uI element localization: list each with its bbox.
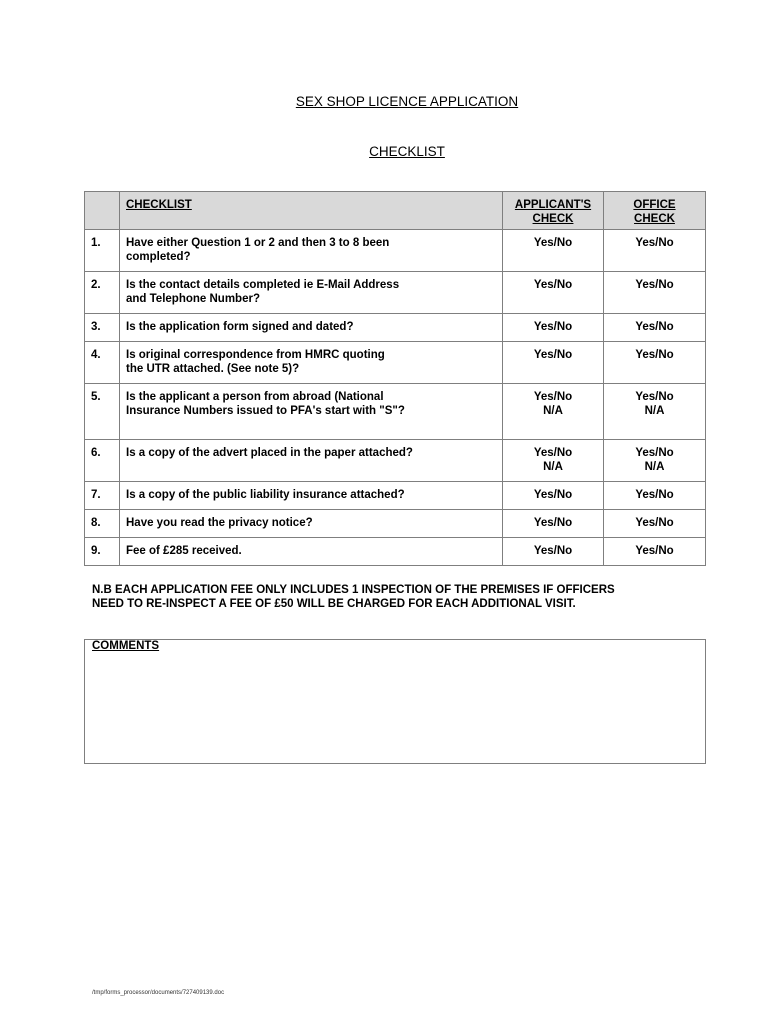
answer-line: Yes/No — [635, 349, 674, 361]
row-question — [120, 510, 503, 538]
question-line: completed? — [126, 251, 191, 263]
table-row — [85, 342, 706, 384]
row-number: 4. — [85, 342, 120, 384]
office-answer[interactable] — [604, 272, 706, 314]
office-answer[interactable] — [604, 230, 706, 272]
header-number-cell — [85, 192, 120, 230]
row-number: 7. — [85, 482, 120, 510]
question-line: Is a copy of the public liability insurance attached? — [126, 489, 405, 501]
answer-line: Yes/No — [533, 349, 573, 361]
comments-label: COMMENTS — [92, 640, 160, 652]
answer-line: Yes/No — [533, 279, 573, 291]
office-answer[interactable] — [604, 440, 706, 482]
answer-line: Yes/No — [533, 489, 573, 501]
applicant-answer[interactable] — [503, 342, 604, 384]
office-answer[interactable] — [604, 384, 706, 440]
answer-line: N/A — [644, 405, 665, 417]
fee-note — [92, 583, 712, 611]
applicant-answer[interactable] — [503, 510, 604, 538]
answer-line: Yes/No — [533, 321, 573, 333]
answer-line: Yes/No — [533, 545, 573, 557]
header-applicant-check — [503, 192, 604, 230]
footer-file-path: /tmp/forms_processor/documents/727409139.doc — [92, 990, 225, 996]
table-row — [85, 440, 706, 482]
row-question — [120, 440, 503, 482]
office-answer[interactable] — [604, 538, 706, 566]
row-number: 1. — [85, 230, 120, 272]
answer-line: Yes/No — [635, 279, 674, 291]
header-checklist: CHECKLIST — [120, 192, 503, 230]
table-row — [85, 314, 706, 342]
header-office-check — [604, 192, 706, 230]
document-title: SEX SHOP LICENCE APPLICATION — [295, 94, 519, 109]
question-line: Have either Question 1 or 2 and then 3 to 8 been — [126, 237, 390, 249]
answer-line: N/A — [644, 461, 665, 473]
fee-note-line1: N.B EACH APPLICATION FEE ONLY INCLUDES 1 INSPECTION OF THE PREMISES IF OFFICERS — [92, 584, 615, 596]
row-number: 6. — [85, 440, 120, 482]
office-answer[interactable] — [604, 482, 706, 510]
question-line: Is the contact details completed ie E-Mail Address — [126, 279, 400, 291]
question-line: the UTR attached. (See note 5)? — [126, 363, 300, 375]
row-number: 8. — [85, 510, 120, 538]
answer-line: N/A — [543, 461, 563, 473]
table-row — [85, 482, 706, 510]
question-line: Is the application form signed and dated? — [126, 321, 354, 333]
comments-box[interactable] — [84, 639, 706, 764]
row-question — [120, 538, 503, 566]
table-row — [85, 230, 706, 272]
row-question — [120, 272, 503, 314]
question-line: Is a copy of the advert placed in the paper attached? — [126, 447, 413, 459]
applicant-answer[interactable] — [503, 272, 604, 314]
question-line: Fee of £285 received. — [126, 545, 242, 557]
document-subtitle: CHECKLIST — [369, 144, 445, 159]
answer-line: Yes/No — [533, 237, 573, 249]
answer-line: Yes/No — [635, 545, 674, 557]
question-line: Is original correspondence from HMRC quoting — [126, 349, 385, 361]
answer-line: Yes/No — [533, 517, 573, 529]
applicant-answer[interactable] — [503, 482, 604, 510]
answer-line: Yes/No — [533, 447, 573, 459]
row-question — [120, 314, 503, 342]
answer-line: N/A — [543, 405, 563, 417]
row-question — [120, 384, 503, 440]
table-header-row — [85, 192, 706, 230]
table-row — [85, 272, 706, 314]
checklist-table — [84, 191, 706, 566]
question-line: Insurance Numbers issued to PFA's start with "S"? — [126, 405, 405, 417]
applicant-answer[interactable] — [503, 314, 604, 342]
row-number: 2. — [85, 272, 120, 314]
row-number: 9. — [85, 538, 120, 566]
row-question — [120, 482, 503, 510]
office-answer[interactable] — [604, 342, 706, 384]
row-number: 5. — [85, 384, 120, 440]
answer-line: Yes/No — [635, 237, 674, 249]
applicant-answer[interactable] — [503, 384, 604, 440]
office-answer[interactable] — [604, 510, 706, 538]
header-office-line1: OFFICE — [633, 199, 676, 211]
fee-note-line2: NEED TO RE-INSPECT A FEE OF £50 WILL BE CHARGED FOR EACH ADDITIONAL VISIT. — [92, 598, 576, 610]
applicant-answer[interactable] — [503, 230, 604, 272]
question-line: Is the applicant a person from abroad (National — [126, 391, 384, 403]
answer-line: Yes/No — [635, 517, 674, 529]
answer-line: Yes/No — [635, 489, 674, 501]
office-answer[interactable] — [604, 314, 706, 342]
table-row — [85, 384, 706, 440]
answer-line: Yes/No — [635, 447, 674, 459]
answer-line: Yes/No — [635, 391, 674, 403]
row-question — [120, 230, 503, 272]
row-number: 3. — [85, 314, 120, 342]
row-question — [120, 342, 503, 384]
applicant-answer[interactable] — [503, 440, 604, 482]
header-applicant-line1: APPLICANT'S — [514, 199, 592, 211]
answer-line: Yes/No — [635, 321, 674, 333]
question-line: Have you read the privacy notice? — [126, 517, 313, 529]
applicant-answer[interactable] — [503, 538, 604, 566]
header-office-line2: CHECK — [634, 213, 675, 225]
table-row — [85, 538, 706, 566]
question-line: and Telephone Number? — [126, 293, 260, 305]
header-applicant-line2: CHECK — [532, 213, 574, 225]
answer-line: Yes/No — [533, 391, 573, 403]
table-row — [85, 510, 706, 538]
